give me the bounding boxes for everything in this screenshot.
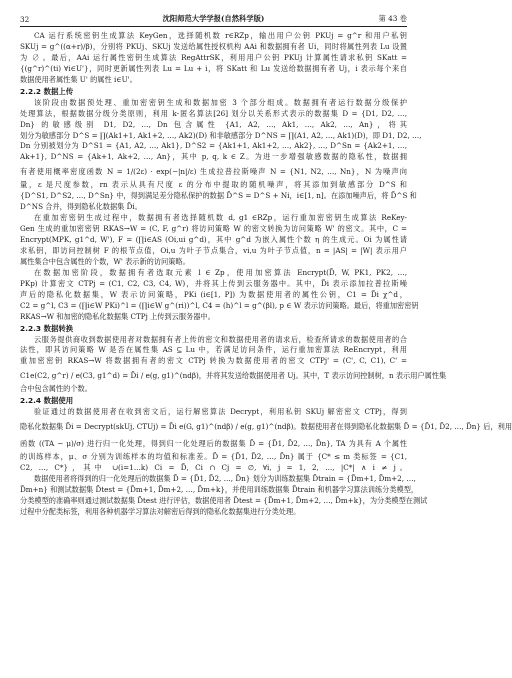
text-line: 过程中分配类标签，利用各种机器学习算法对解密后得到的隐私化数据集进行分类处理。	[20, 506, 301, 516]
volume-label: 第 43 卷	[378, 14, 407, 23]
text-line: 该阶段由数据预处理、重加密密钥生成和数据加密 3 个部分组成。数据拥有者运行数据分级保护	[34, 97, 407, 107]
text-line: 属性集合中包含属性的个数，W' 表示新的访问策略。	[20, 256, 190, 266]
text-line: Dn} 的敏感级别 D1, D2, …, Dn 包含属性 {A1, A2, …, Ak1, …, Ak2, …, An}，将其	[20, 119, 407, 129]
text-line: {D^S1, D^S2, …, D^Sn} 中，得到满足差分隐私保护的数据 D̃^S = D^S + Ni，i∈[1, n]。在添加噪声后，将 D̃^S 和	[20, 191, 417, 201]
text-line: 数据使用者属性集 U' 的属性 i∈U'。	[20, 74, 137, 84]
text-line: PKp) 计算密文 CTPj = (C1, C2, C3, C4, W)，并将其上传到云服务器中。其中，D̃i 表示添加拉普拉斯噪	[20, 278, 407, 288]
text-line: 验证通过的数据使用者在收到密文后，运行解密算法 Decrypt，利用私钥 SKUj 解密密文 CTPj，得到	[34, 407, 407, 417]
text-line: 的训练样本，μ、σ 分别为训练样本的均值和标准差。D̃ = {D̃1, D̃2, …, D̃n} 属于 {C* ≤ m 类标签 = {C1,	[20, 452, 407, 462]
article-body	[20, 31, 512, 518]
text-line: 云服务提供商收到数据使用者对数据拥有者上传的密文和数据使用者的请求后，检查所请求的数据使用者的合	[34, 334, 407, 344]
text-line: RKAS→W 和加密的隐私化数据集 CTPj 上传到云服务器中。	[20, 311, 215, 321]
text-line: 函数 ((TA − μ)/σ) 进行归一化处理，得到归一化处理后的数据集 D̃ = {D̃1, D̃2, …, D̃n}, TA 为具有 A 个属性	[20, 439, 407, 449]
text-line: 在重加密密钥生成过程中，数据拥有者选择随机数 d, g1 ∈RZp，运行重加密密钥生成算法 ReKey-	[34, 213, 407, 223]
text-line: CA 运行系统密钥生成算法 KeyGen，选择随机数 r∈RZp，输出用户公钥 PKUj = g^r 和用户私钥	[34, 31, 407, 40]
text-line: 重加密密钥 RKAS→W 将数据拥有者的密文 CTPj 转换为数据使用者的密文 CTPj' = (C', C, C1), C' =	[20, 356, 407, 366]
text-line: Dn 分别被划分为 D^S1 = {A1, A2, …, Ak1}, D^S2 = {Ak1+1, Ak1+2, …, Ak2}, …, D^Sn = {Ak2+1, …,	[20, 141, 407, 151]
text-line: Ak+1}, D^NS = {Ak+1, Ak+2, …, An}，其中 p, q, k ∈ Z。为进一步增强敏感数据的隐私性，数据拥	[20, 152, 407, 162]
text-line: C2 = g^l, C3 = (∏i∈W PKi)^l = (∏i∈W g^(ri))^l, C4 = (h)^l = g^(βl), p ∈ W 表示访问策略。最后，将重加密密钥	[20, 300, 419, 310]
text-line: 划分为敏感部分 D^S = ∏(Ak1+1, Ak1+2, …, Ak2)(D) 和非敏感部分 D^NS = ∏(A1, A2, …, Ak1)(D)，即 D1, D2, …,	[20, 130, 422, 140]
page-number: 32	[20, 15, 30, 24]
text-line: 分类模型的准确率则通过测试数据集 D̃test 进行评估，数据使用者 D̃test = {D̃m+1, D̃m+2, …, D̃m+k}，为分类模型在测试	[20, 495, 428, 505]
text-line: 声后的隐私化数据集，W 表示访问策略，PKi (i∈[1, P]) 为数据使用者的属性公钥，C1 = D̃i χ^d，	[20, 289, 407, 299]
text-line: 法性，即其访问策略 W 是否在属性集 AS ⊆ Lu 中，若满足访问条件，运行重加密算法 ReEncrypt，利用	[20, 345, 407, 355]
text-line: 量，ε 是尺度参数，rn 表示从具有尺度 ε 的分布中提取的随机噪声，将其添加到敏感部分 D^S 和	[20, 180, 407, 190]
text-line: 为 ∅ 。最后，AAi 运行属性密钥生成算法 RegAttrSK，利用用户公钥 PKUj 计算属性请求私钥 SKatt =	[20, 52, 407, 62]
text-line: 求私钥，即访问控制树 F 的根节点值，Oi,u 为叶子节点集合，vi,u 为叶子节点值，n = |AS| = |W| 表示用户	[20, 245, 407, 255]
text-line: D^NS 合并，得到隐私化数据集 D̃i。	[20, 202, 142, 212]
text-line: Encrypt(MPK, g1^d, W'), F = (∏i∈AS (Oi,ui g^d)，其中 g^d 为嵌入属性个数 η 的生成元。Oi 为属性请	[20, 235, 407, 244]
section-heading: 2.2.2 数据上传	[20, 86, 74, 96]
text-line: C1e(C2, g^r) / e(C3, g1^d) = D̃i / e(g, g1)^(ndβ)，并将其发送给数据使用者 Uj。其中，T 表示访问控制树，n 表示用户属性集	[20, 371, 447, 381]
text-line: 隐私化数据集 D̃i = Decrypt(skUj, CTUj) = D̃i e(G, g1)^(ndβ) / e(g, g1)^(ndβ)。数据使用者在得到隐私化数据集 D̃ = {D̃1, D̃2, …, D̃n} 后，利用	[20, 422, 512, 432]
text-line: 合中包含属性的个数。	[20, 384, 92, 394]
text-line: 有者使用概率密度函数 N = 1/(2ε) · exp(−|n|/ε) 生成拉普拉斯噪声 N = {N1, N2, …, Nn}，N 为噪声向	[20, 167, 407, 177]
text-line: 在数据加密阶段，数据拥有者选取元素 l ∈ Zp，使用加密算法 Encrypt(D̃, W, PK1, PK2, …,	[34, 267, 407, 277]
header-rule	[20, 26, 407, 27]
journal-title: 沈阳师范大学学报(自然科学版)	[162, 14, 265, 23]
section-heading: 2.2.4 数据使用	[20, 396, 74, 406]
text-line: SKUj = g^((α+r)/β)，分别将 PKUj、SKUj 发送给属性授权机构 AAi 和数据拥有者 Ui，同时将属性列表 Lu 设置	[20, 41, 407, 51]
section-heading: 2.2.3 数据转换	[20, 323, 74, 333]
text-line: D̃m+n} 和测试数据集 D̃test = {D̃m+1, D̃m+2, …, D̃m+k}，并使用训练数据集 D̃train 和机器学习算法训练分类模型，	[20, 485, 419, 494]
text-line: 处理算法，根据数据分级分类原则，利用 k-匿名算法[26] 划分以关系形式表示的数据集 D = {D1, D2, …,	[20, 108, 407, 118]
text-line: {(g^r)^(ti) ∀i∈U'}，同时更新属性列表 Lu = Lu + i，将 SKatt 和 Lu 发送给数据拥有者 Uj，i 表示每个来自	[20, 63, 407, 73]
text-line: C2, …, C*}，其中 ∪(i=1…k) Ci = D̃, Ci ∩ Cj = ∅, ∀i, j = 1, 2, …, |C*| ∧ i ≠ j。	[20, 463, 407, 473]
text-line: Gen 生成的重加密密钥 RKAS→W = (C, F, g^r) 将访问策略 W 的密文转换为访问策略 W' 的密文。其中，C =	[20, 224, 407, 234]
text-line: 数据使用者将得到的归一化处理后的数据集 D̃ = {D̃1, D̃2, …, D̃n} 划分为训练数据集 D̃train = {D̃m+1, D̃m+2, …,	[34, 474, 416, 484]
running-header	[20, 10, 407, 24]
